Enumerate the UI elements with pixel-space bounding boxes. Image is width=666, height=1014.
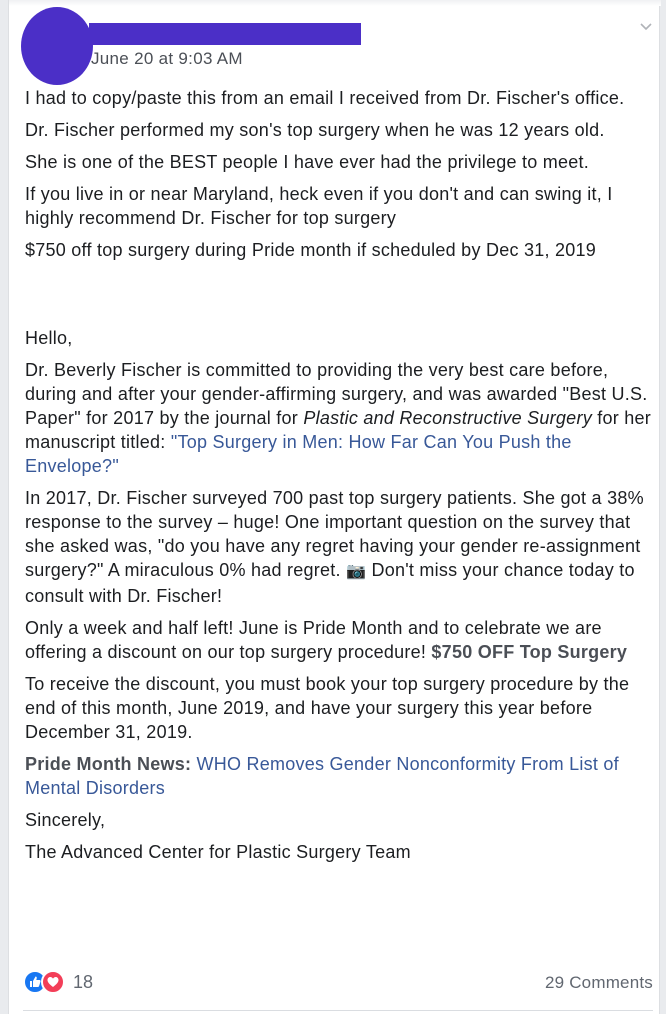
camera-icon: 📷: [346, 563, 367, 580]
comments-count-link[interactable]: 29 Comments: [544, 973, 653, 992]
email-paragraph-3: [25, 616, 655, 664]
intro-line-3: She is one of the BEST people I have ever had the privilege to meet.: [25, 152, 590, 172]
intro-line-5: $750 off top surgery during Pride month if scheduled by Dec 31, 2019: [25, 240, 597, 260]
email-p1-text-b: for her manuscript titled:: [25, 408, 651, 452]
card-top-edge: [9, 0, 661, 6]
email-paragraph-5: [25, 752, 655, 800]
email-p3-text: Only a week and half left! June is Pride Month and to celebrate we are offering a discount on our top surgery procedure!: [25, 618, 602, 662]
spacer: [25, 270, 655, 326]
discount-bold: $750 OFF Top Surgery: [431, 642, 628, 662]
intro-line-2: Dr. Fischer performed my son's top surgery when he was 12 years old.: [25, 120, 605, 140]
email-paragraph-2: [25, 486, 655, 608]
post-body: [25, 86, 655, 872]
manuscript-link[interactable]: "Top Surgery in Men: How Far Can You Push the Envelope?": [25, 432, 572, 476]
email-greeting: Hello,: [25, 328, 73, 348]
email-p1-text-a: Dr. Beverly Fischer is committed to providing the very best care before, during and after your gender-affirming surgery, and was awarded "Best U.S. Paper" for 2017 by the journal for: [25, 360, 648, 428]
email-signature: The Advanced Center for Plastic Surgery Team: [25, 842, 411, 862]
avatar[interactable]: [21, 7, 93, 85]
post-footer: [23, 968, 653, 998]
footer-divider: [23, 1010, 653, 1011]
email-p2-text-a: In 2017, Dr. Fischer surveyed 700 past top surgery patients. She got a 38% response to the survey – huge! One important question on the survey that she asked was, "do you have any regret having your gender re-assignment surgery?" A miraculous 0% had regret.: [25, 488, 644, 580]
journal-name: Plastic and Reconstructive Surgery: [303, 408, 592, 428]
post-timestamp[interactable]: June 20 at 9:03 AM: [91, 49, 243, 68]
love-icon: [41, 970, 65, 994]
intro-line-1: I had to copy/paste this from an email I received from Dr. Fischer's office.: [25, 88, 625, 108]
email-closing: Sincerely,: [25, 810, 106, 830]
reaction-count: 18: [73, 972, 94, 992]
email-paragraph-1: [25, 358, 655, 478]
pride-news-label: Pride Month News:: [25, 754, 197, 774]
email-p2-text-b: Don't miss your chance today to consult with Dr. Fischer!: [25, 560, 635, 606]
redacted-author-name[interactable]: [89, 23, 361, 45]
email-paragraph-4: To receive the discount, you must book your top surgery procedure by the end of this month, June 2019, and have your surgery this year before December 31, 2019.: [25, 674, 630, 742]
post-card: [8, 0, 660, 1014]
chevron-down-icon[interactable]: [639, 20, 653, 34]
who-news-link[interactable]: WHO Removes Gender Nonconformity From List of Mental Disorders: [25, 754, 619, 798]
intro-line-4: If you live in or near Maryland, heck even if you don't and can swing it, I highly recommend Dr. Fischer for top surgery: [25, 184, 613, 228]
